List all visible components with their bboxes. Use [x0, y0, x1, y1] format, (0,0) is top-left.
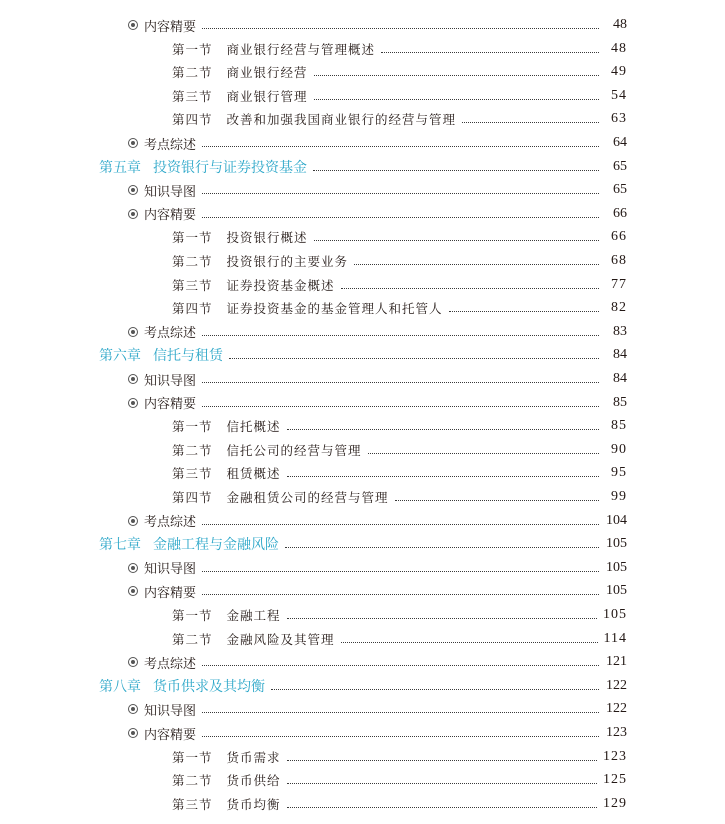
- toc-section-row[interactable]: [0, 38, 725, 60]
- toc-entry: [99, 534, 279, 554]
- toc-section-row[interactable]: [0, 793, 725, 815]
- dot-leader: [314, 239, 599, 241]
- toc-section-row[interactable]: [0, 746, 725, 768]
- toc-part-row[interactable]: [0, 368, 725, 390]
- toc-page-number: 65: [613, 182, 627, 198]
- toc-page-number: 54: [611, 87, 627, 103]
- circle-bullet-icon: [127, 326, 139, 338]
- toc-section-row[interactable]: [0, 439, 725, 461]
- toc-title: 知识导图: [144, 373, 197, 389]
- toc-title: 信托与租赁: [153, 348, 223, 365]
- dot-leader: [368, 452, 599, 454]
- toc-section-row[interactable]: [0, 628, 725, 650]
- toc-entry: [127, 322, 196, 341]
- toc-title: 金融风险及其管理: [226, 631, 335, 647]
- dot-leader: [202, 570, 599, 572]
- toc-part-row[interactable]: [0, 580, 725, 602]
- toc-page-number: 105: [606, 536, 627, 552]
- toc-title: 信托概述: [226, 419, 281, 435]
- toc-entry: [127, 653, 196, 672]
- circle-bullet-icon: [127, 656, 139, 668]
- toc-page-number: 66: [611, 229, 627, 245]
- toc-entry: [127, 204, 196, 223]
- toc-title: 信托公司的经营与管理: [226, 442, 362, 458]
- toc-title: 内容精要: [144, 19, 197, 35]
- toc-entry: [127, 16, 196, 35]
- toc-page-number: 129: [603, 795, 627, 811]
- toc-section-row[interactable]: [0, 462, 725, 484]
- circle-bullet-icon: [127, 562, 139, 574]
- circle-bullet-icon: [127, 137, 139, 149]
- dot-leader: [202, 216, 599, 218]
- toc-title: 内容精要: [144, 208, 197, 224]
- dot-leader: [287, 617, 597, 619]
- dot-leader: [462, 121, 599, 123]
- circle-bullet-icon: [127, 515, 139, 527]
- toc-page-number: 105: [606, 559, 627, 575]
- toc-entry: [127, 393, 196, 412]
- toc-title: 货币均衡: [226, 796, 281, 812]
- toc-entry: [172, 276, 335, 294]
- toc-part-row[interactable]: [0, 722, 725, 744]
- toc-title: 投资银行概述: [226, 230, 308, 246]
- toc-entry: [127, 511, 196, 530]
- toc-page-number: 82: [611, 300, 627, 316]
- toc-part-row[interactable]: [0, 557, 725, 579]
- toc-label: 第一节: [172, 230, 213, 246]
- toc-title: 考点综述: [144, 656, 197, 672]
- toc-chapter-row[interactable]: [0, 156, 725, 178]
- toc-part-row[interactable]: [0, 651, 725, 673]
- toc-label: 第五章: [99, 159, 141, 176]
- dot-leader: [202, 593, 599, 595]
- toc-entry: [127, 558, 196, 577]
- dot-leader: [287, 759, 597, 761]
- toc-title: 金融租赁公司的经营与管理: [226, 490, 389, 505]
- toc-label: 第一节: [172, 41, 213, 57]
- toc-title: 租赁概述: [226, 466, 281, 482]
- toc-page-number: 84: [613, 371, 627, 386]
- toc-entry: [127, 181, 196, 200]
- toc-part-row[interactable]: [0, 203, 725, 225]
- toc-label: 第二节: [172, 631, 213, 647]
- toc-page-number: 65: [613, 158, 627, 174]
- dot-leader: [354, 263, 599, 265]
- toc-page-number: 84: [613, 347, 627, 363]
- toc-entry: [172, 40, 375, 58]
- dot-leader: [395, 499, 599, 501]
- toc-entry: [172, 748, 281, 766]
- toc-title: 货币供给: [226, 773, 281, 789]
- toc-entry: [172, 771, 281, 789]
- toc-chapter-row[interactable]: [0, 344, 725, 366]
- toc-section-row[interactable]: [0, 415, 725, 437]
- toc-title: 商业银行经营与管理概述: [226, 41, 376, 57]
- toc-label: 第四节: [172, 490, 213, 505]
- dot-leader: [202, 405, 599, 407]
- dot-leader: [271, 688, 599, 690]
- dot-leader: [381, 51, 599, 53]
- toc-title: 考点综述: [144, 326, 197, 342]
- toc-title: 知识导图: [144, 184, 197, 200]
- circle-bullet-icon: [127, 184, 139, 196]
- toc-label: 第三节: [172, 88, 213, 104]
- toc-label: 第七章: [99, 537, 141, 554]
- toc-title: 内容精要: [144, 585, 197, 601]
- toc-section-row[interactable]: [0, 769, 725, 791]
- toc-page-number: 99: [611, 489, 627, 504]
- toc-page-number: 104: [606, 512, 627, 528]
- dot-leader: [341, 287, 599, 289]
- dot-leader: [287, 428, 599, 430]
- toc-page-number: 63: [611, 111, 627, 127]
- toc-page-number: 105: [606, 583, 627, 599]
- dot-leader: [341, 641, 598, 643]
- toc-page-number: 122: [606, 677, 627, 693]
- toc-entry: [127, 134, 196, 153]
- toc-chapter-row[interactable]: [0, 533, 725, 555]
- toc-page-number: 95: [611, 465, 627, 481]
- dot-leader: [314, 74, 599, 76]
- toc-label: 第四节: [172, 301, 213, 317]
- toc-part-row[interactable]: [0, 392, 725, 414]
- toc-entry: [172, 252, 348, 270]
- toc-title: 知识导图: [144, 703, 197, 719]
- toc-page-number: 48: [613, 17, 627, 32]
- dot-leader: [229, 357, 599, 359]
- toc-chapter-row[interactable]: [0, 675, 725, 697]
- toc-part-row[interactable]: [0, 510, 725, 532]
- dot-leader: [202, 711, 599, 713]
- toc-title: 投资银行与证券投资基金: [153, 159, 307, 176]
- circle-bullet-icon: [127, 585, 139, 597]
- toc-title: 内容精要: [144, 397, 197, 413]
- toc-page-number: 48: [611, 40, 627, 56]
- circle-bullet-icon: [127, 397, 139, 409]
- toc-entry: [127, 724, 196, 743]
- toc-entry: [172, 606, 281, 624]
- toc-entry: [172, 488, 389, 506]
- toc-title: 考点综述: [144, 515, 197, 531]
- toc-label: 第一节: [172, 749, 213, 765]
- toc-label: 第二节: [172, 65, 213, 81]
- toc-section-row[interactable]: [0, 274, 725, 296]
- toc-title: 商业银行经营: [226, 65, 308, 81]
- toc-entry: [99, 345, 223, 365]
- toc-entry: [172, 417, 281, 435]
- toc-title: 证券投资基金的基金管理人和托管人: [226, 301, 443, 317]
- toc-entry: [172, 87, 308, 105]
- toc-title: 考点综述: [144, 137, 197, 153]
- toc-page-number: 105: [603, 607, 627, 622]
- toc-entry: [172, 299, 443, 317]
- dot-leader: [202, 334, 599, 336]
- dot-leader: [202, 664, 599, 666]
- dot-leader: [449, 310, 599, 312]
- toc-label: 第六章: [99, 348, 141, 365]
- toc-page-number: 122: [606, 701, 627, 717]
- circle-bullet-icon: [127, 373, 139, 385]
- toc-page-number: 121: [606, 654, 627, 670]
- toc-section-row[interactable]: [0, 297, 725, 319]
- toc-page-number: 64: [613, 135, 627, 150]
- toc-title: 证券投资基金概述: [226, 277, 335, 293]
- toc-label: 第二节: [172, 442, 213, 458]
- dot-leader: [202, 381, 599, 383]
- toc-label: 第三节: [172, 277, 213, 293]
- toc-label: 第八章: [99, 678, 141, 695]
- toc-page-number: 68: [611, 253, 627, 268]
- toc-entry: [99, 157, 307, 177]
- toc-title: 金融工程: [226, 608, 281, 623]
- toc-entry: [127, 582, 196, 601]
- toc-page-number: 123: [606, 725, 627, 740]
- toc-section-row[interactable]: [0, 604, 725, 626]
- toc-title: 货币需求: [226, 749, 281, 765]
- toc-page-number: 125: [603, 772, 627, 788]
- toc-label: 第二节: [172, 773, 213, 789]
- toc-page-number: 49: [611, 64, 627, 80]
- circle-bullet-icon: [127, 19, 139, 31]
- dot-leader: [287, 782, 597, 784]
- circle-bullet-icon: [127, 208, 139, 220]
- toc-entry: [172, 110, 456, 128]
- toc-part-row[interactable]: [0, 179, 725, 201]
- toc-entry: [127, 700, 196, 719]
- toc-part-row[interactable]: [0, 321, 725, 343]
- toc-title: 货币供求及其均衡: [153, 678, 265, 695]
- dot-leader: [202, 192, 599, 194]
- toc-page-number: 123: [603, 748, 627, 764]
- dot-leader: [287, 806, 597, 808]
- toc-entry: [172, 464, 281, 482]
- toc-title: 商业银行管理: [226, 88, 308, 104]
- toc-page-number: 77: [611, 276, 627, 292]
- dot-leader: [287, 475, 599, 477]
- toc-section-row[interactable]: [0, 61, 725, 83]
- toc-label: 第二节: [172, 254, 213, 269]
- toc-section-row[interactable]: [0, 486, 725, 508]
- circle-bullet-icon: [127, 727, 139, 739]
- dot-leader: [314, 98, 599, 100]
- toc-page-number: 83: [613, 323, 627, 339]
- toc-part-row[interactable]: [0, 132, 725, 154]
- toc-section-row[interactable]: [0, 250, 725, 272]
- toc-title: 金融工程与金融风险: [153, 537, 279, 554]
- toc-entry: [172, 228, 308, 246]
- toc-section-row[interactable]: [0, 226, 725, 248]
- toc-title: 改善和加强我国商业银行的经营与管理: [226, 112, 457, 128]
- toc-label: 第三节: [172, 796, 213, 812]
- toc-label: 第一节: [172, 608, 213, 623]
- toc-entry: [127, 370, 196, 389]
- toc-section-row[interactable]: [0, 85, 725, 107]
- toc-page-number: 66: [613, 205, 627, 221]
- toc-entry: [172, 63, 308, 81]
- dot-leader: [202, 735, 599, 737]
- toc-label: 第三节: [172, 466, 213, 482]
- dot-leader: [202, 523, 599, 525]
- toc-entry: [99, 676, 265, 696]
- toc-part-row[interactable]: [0, 14, 725, 36]
- circle-bullet-icon: [127, 703, 139, 715]
- toc-entry: [172, 630, 335, 648]
- toc-entry: [172, 795, 281, 813]
- toc-title: 内容精要: [144, 727, 197, 743]
- toc-title: 知识导图: [144, 562, 197, 578]
- dot-leader: [313, 169, 599, 171]
- dot-leader: [202, 27, 599, 29]
- dot-leader: [285, 546, 599, 548]
- toc-section-row[interactable]: [0, 108, 725, 130]
- toc-page-number: 85: [611, 418, 627, 434]
- toc-entry: [172, 441, 362, 459]
- dot-leader: [202, 145, 599, 147]
- toc-label: 第一节: [172, 419, 213, 435]
- toc-part-row[interactable]: [0, 698, 725, 720]
- toc-page-number: 114: [603, 630, 627, 646]
- toc-label: 第四节: [172, 112, 213, 128]
- toc-page-number: 90: [611, 441, 627, 457]
- toc-page-number: 85: [613, 394, 627, 410]
- toc-title: 投资银行的主要业务: [226, 254, 349, 269]
